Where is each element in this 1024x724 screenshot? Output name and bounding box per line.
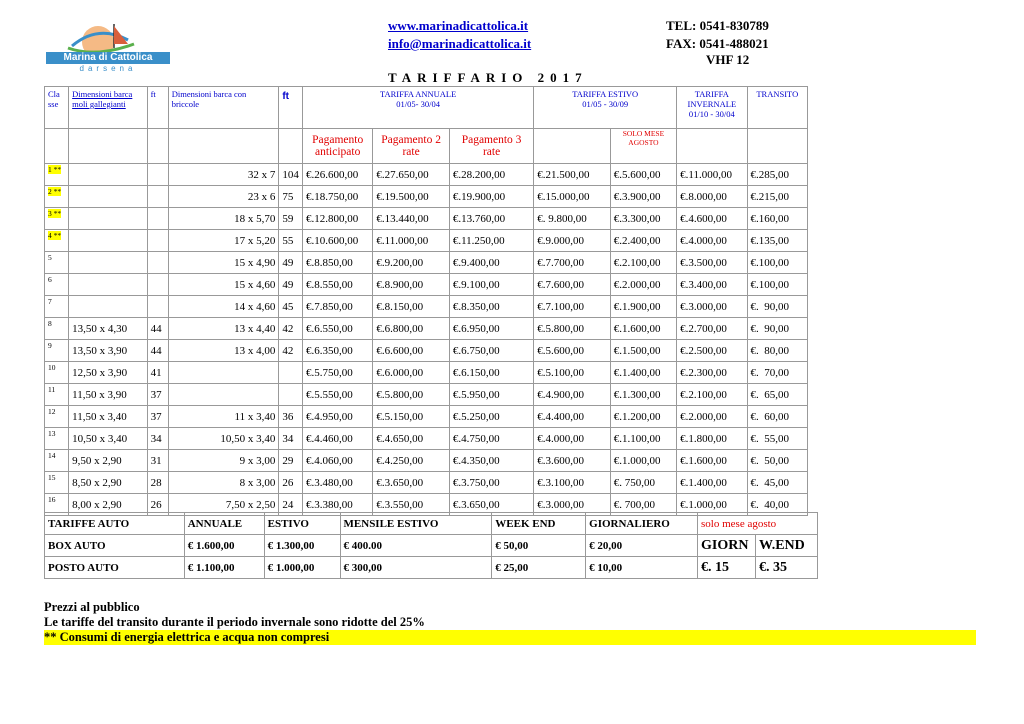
cell-dim-moli	[69, 274, 147, 296]
cell-dim-moli: 11,50 x 3,90	[69, 384, 147, 406]
cell-annuale-anticipato: €.4.460,00	[302, 428, 372, 450]
cell-annuale-2rate: €.13.440,00	[373, 208, 449, 230]
cell-classe	[45, 186, 69, 208]
cell-ft-moli: 44	[147, 318, 168, 340]
cell-estivo: €.5.800,00	[534, 318, 610, 340]
table-row	[45, 274, 808, 296]
auto-box-annuale: € 1.600,00	[184, 535, 264, 557]
cell-transito: €. 90,00	[747, 318, 807, 340]
solo-agosto: SOLO MESE AGOSTO	[610, 129, 676, 164]
class-highlight: 4 **	[48, 231, 62, 240]
cell-dim-briccole: 17 x 5,20	[168, 230, 279, 252]
cell-transito: €. 80,00	[747, 340, 807, 362]
cell-estivo: €.3.000,00	[534, 494, 610, 516]
table-row	[45, 164, 808, 186]
table-body	[45, 164, 808, 516]
cell-ft-briccole: 36	[279, 406, 303, 428]
cell-estivo: €.5.600,00	[534, 340, 610, 362]
auto-box-label: BOX AUTO	[45, 535, 185, 557]
col-ft1: ft	[147, 87, 168, 129]
cell-annuale-3rate: €.6.950,00	[449, 318, 533, 340]
cell-transito: €.100,00	[747, 274, 807, 296]
pag-anticipato: Pagamento anticipato	[302, 129, 372, 164]
cell-estivo: €. 9.800,00	[534, 208, 610, 230]
cell-dim-briccole: 13 x 4,00	[168, 340, 279, 362]
cell-classe: 7	[45, 296, 69, 318]
cell-annuale-2rate: €.6.800,00	[373, 318, 449, 340]
cell-dim-moli: 13,50 x 3,90	[69, 340, 147, 362]
table-subheader-row	[45, 129, 808, 164]
cell-annuale-anticipato: €.5.550,00	[302, 384, 372, 406]
cell-annuale-anticipato: €.12.800,00	[302, 208, 372, 230]
cell-ft-briccole: 26	[279, 472, 303, 494]
cell-invernale: €.2.500,00	[677, 340, 747, 362]
cell-agosto: €.1.500,00	[610, 340, 676, 362]
auto-posto-weekend: € 25,00	[492, 557, 586, 579]
tariff-table	[44, 86, 808, 516]
auto-col-mensile: MENSILE ESTIVO	[340, 513, 492, 535]
cell-ft-moli: 31	[147, 450, 168, 472]
cell-dim-moli: 11,50 x 3,40	[69, 406, 147, 428]
cell-annuale-2rate: €.6.600,00	[373, 340, 449, 362]
cell-dim-moli: 10,50 x 3,40	[69, 428, 147, 450]
cell-transito: €.100,00	[747, 252, 807, 274]
auto-posto-giorn: €. 15	[698, 557, 756, 579]
cell-ft-briccole: 45	[279, 296, 303, 318]
cell-ft-briccole: 104	[279, 164, 303, 186]
cell-annuale-anticipato: €.4.060,00	[302, 450, 372, 472]
cell-dim-briccole	[168, 384, 279, 406]
cell-annuale-3rate: €.5.250,00	[449, 406, 533, 428]
cell-annuale-3rate: €.4.350,00	[449, 450, 533, 472]
cell-agosto: €.1.600,00	[610, 318, 676, 340]
auto-box-estivo: € 1.300,00	[264, 535, 340, 557]
cell-annuale-3rate: €.6.150,00	[449, 362, 533, 384]
cell-annuale-3rate: €.9.400,00	[449, 252, 533, 274]
cell-classe: 10	[45, 362, 69, 384]
cell-agosto: €.1.100,00	[610, 428, 676, 450]
cell-dim-briccole: 10,50 x 3,40	[168, 428, 279, 450]
auto-posto-wend: €. 35	[755, 557, 817, 579]
cell-estivo: €.7.600,00	[534, 274, 610, 296]
cell-dim-moli	[69, 186, 147, 208]
note-consumi: ** Consumi di energia elettrica e acqua non compresi	[44, 630, 976, 645]
cell-ft-moli	[147, 230, 168, 252]
cell-ft-moli: 37	[147, 406, 168, 428]
cell-annuale-anticipato: €.4.950,00	[302, 406, 372, 428]
auto-box-mensile: € 400.00	[340, 535, 492, 557]
cell-annuale-3rate: €.5.950,00	[449, 384, 533, 406]
auto-box-weekend: € 50,00	[492, 535, 586, 557]
cell-estivo: €.4.400,00	[534, 406, 610, 428]
cell-invernale: €.1.000,00	[677, 494, 747, 516]
cell-agosto: €.2.100,00	[610, 252, 676, 274]
cell-annuale-anticipato: €.10.600,00	[302, 230, 372, 252]
cell-ft-briccole: 75	[279, 186, 303, 208]
cell-annuale-anticipato: €.8.550,00	[302, 274, 372, 296]
cell-transito: €. 45,00	[747, 472, 807, 494]
cell-agosto: €.1.300,00	[610, 384, 676, 406]
cell-classe: 9	[45, 340, 69, 362]
cell-classe: 15	[45, 472, 69, 494]
cell-agosto: €.3.300,00	[610, 208, 676, 230]
cell-annuale-2rate: €.3.650,00	[373, 472, 449, 494]
cell-invernale: €.3.400,00	[677, 274, 747, 296]
cell-estivo: €.4.900,00	[534, 384, 610, 406]
cell-ft-briccole: 49	[279, 252, 303, 274]
cell-transito: €. 50,00	[747, 450, 807, 472]
table-row	[45, 472, 808, 494]
cell-estivo: €.15.000,00	[534, 186, 610, 208]
class-highlight: 2 **	[48, 187, 62, 196]
cell-classe	[45, 164, 69, 186]
auto-posto-giornaliero: € 10,00	[586, 557, 698, 579]
auto-table	[44, 512, 818, 579]
col-invernale: TARIFFA INVERNALE 01/10 - 30/04	[677, 87, 747, 129]
cell-estivo: €.3.100,00	[534, 472, 610, 494]
cell-annuale-anticipato: €.5.750,00	[302, 362, 372, 384]
cell-agosto: €.1.200,00	[610, 406, 676, 428]
table-row	[45, 406, 808, 428]
cell-dim-moli: 8,00 x 2,90	[69, 494, 147, 516]
cell-annuale-2rate: €.9.200,00	[373, 252, 449, 274]
cell-dim-moli	[69, 296, 147, 318]
cell-transito: €. 70,00	[747, 362, 807, 384]
cell-estivo: €.7.700,00	[534, 252, 610, 274]
cell-annuale-2rate: €.11.000,00	[373, 230, 449, 252]
cell-estivo: €.7.100,00	[534, 296, 610, 318]
cell-transito: €.135,00	[747, 230, 807, 252]
cell-ft-moli: 41	[147, 362, 168, 384]
note-prezzi: Prezzi al pubblico	[44, 600, 140, 614]
table-row	[45, 384, 808, 406]
email-link[interactable]: info@marinadicattolica.it	[388, 36, 532, 51]
auto-row-posto	[45, 557, 818, 579]
cell-annuale-anticipato: €.3.480,00	[302, 472, 372, 494]
cell-classe: 8	[45, 318, 69, 340]
cell-classe: 5	[45, 252, 69, 274]
cell-annuale-2rate: €.8.150,00	[373, 296, 449, 318]
table-row	[45, 186, 808, 208]
cell-agosto: €. 750,00	[610, 472, 676, 494]
cell-transito: €. 55,00	[747, 428, 807, 450]
auto-box-wend: W.END	[755, 535, 817, 557]
col-ft2: ft	[279, 87, 303, 129]
cell-annuale-2rate: €.3.550,00	[373, 494, 449, 516]
cell-estivo: €.3.600,00	[534, 450, 610, 472]
cell-dim-moli	[69, 208, 147, 230]
logo-text: Marina di Cattolica	[63, 52, 153, 63]
cell-transito: €.215,00	[747, 186, 807, 208]
cell-ft-moli: 26	[147, 494, 168, 516]
cell-ft-briccole: 49	[279, 274, 303, 296]
cell-ft-briccole: 34	[279, 428, 303, 450]
cell-invernale: €.1.400,00	[677, 472, 747, 494]
cell-classe: 14	[45, 450, 69, 472]
table-row	[45, 230, 808, 252]
cell-ft-moli	[147, 164, 168, 186]
table-row	[45, 296, 808, 318]
col-transito: TRANSITO	[747, 87, 807, 129]
cell-ft-moli: 28	[147, 472, 168, 494]
auto-col-giornaliero: GIORNALIERO	[586, 513, 698, 535]
pag-2rate: Pagamento 2 rate	[373, 129, 449, 164]
auto-posto-label: POSTO AUTO	[45, 557, 185, 579]
cell-classe	[45, 208, 69, 230]
cell-annuale-anticipato: €.3.380,00	[302, 494, 372, 516]
cell-dim-moli: 9,50 x 2,90	[69, 450, 147, 472]
cell-annuale-2rate: €.5.800,00	[373, 384, 449, 406]
cell-estivo: €.5.100,00	[534, 362, 610, 384]
cell-classe: 12	[45, 406, 69, 428]
table-row	[45, 318, 808, 340]
cell-ft-moli	[147, 296, 168, 318]
cell-dim-moli: 13,50 x 4,30	[69, 318, 147, 340]
auto-header-row	[45, 513, 818, 535]
cell-agosto: €.1.400,00	[610, 362, 676, 384]
table-row	[45, 252, 808, 274]
cell-ft-briccole: 42	[279, 318, 303, 340]
cell-annuale-3rate: €.19.900,00	[449, 186, 533, 208]
logo-subtext: darsena	[79, 64, 137, 73]
cell-dim-briccole: 7,50 x 2,50	[168, 494, 279, 516]
page-title: TARIFFARIO 2017	[388, 70, 588, 85]
cell-agosto: €.1.000,00	[610, 450, 676, 472]
cell-annuale-2rate: €.8.900,00	[373, 274, 449, 296]
fax-text: FAX: 0541-488021	[666, 36, 769, 51]
cell-dim-moli	[69, 164, 147, 186]
cell-ft-moli	[147, 274, 168, 296]
class-highlight: 1 **	[48, 165, 62, 174]
auto-box-giorn: GIORN	[698, 535, 756, 557]
cell-classe: 11	[45, 384, 69, 406]
auto-posto-mensile: € 300,00	[340, 557, 492, 579]
auto-row-box	[45, 535, 818, 557]
cell-annuale-2rate: €.6.000,00	[373, 362, 449, 384]
cell-agosto: €.3.900,00	[610, 186, 676, 208]
cell-dim-briccole: 15 x 4,90	[168, 252, 279, 274]
auto-col-estivo: ESTIVO	[264, 513, 340, 535]
pag-3rate: Pagamento 3 rate	[449, 129, 533, 164]
note-transito: Le tariffe del transito durante il periodo invernale sono ridotte del 25%	[44, 615, 425, 629]
cell-dim-briccole: 23 x 6	[168, 186, 279, 208]
cell-dim-briccole: 11 x 3,40	[168, 406, 279, 428]
cell-annuale-anticipato: €.8.850,00	[302, 252, 372, 274]
cell-annuale-anticipato: €.26.600,00	[302, 164, 372, 186]
class-highlight: 3 **	[48, 209, 62, 218]
cell-dim-moli: 8,50 x 2,90	[69, 472, 147, 494]
cell-invernale: €.4.600,00	[677, 208, 747, 230]
cell-ft-briccole: 29	[279, 450, 303, 472]
cell-dim-briccole: 18 x 5,70	[168, 208, 279, 230]
cell-invernale: €.4.000,00	[677, 230, 747, 252]
cell-dim-briccole: 9 x 3,00	[168, 450, 279, 472]
auto-box-giornaliero: € 20,00	[586, 535, 698, 557]
cell-ft-moli	[147, 186, 168, 208]
cell-classe: 6	[45, 274, 69, 296]
vhf-text: VHF 12	[706, 52, 750, 67]
cell-annuale-anticipato: €.18.750,00	[302, 186, 372, 208]
cell-annuale-3rate: €.6.750,00	[449, 340, 533, 362]
cell-ft-moli: 37	[147, 384, 168, 406]
cell-invernale: €.1.800,00	[677, 428, 747, 450]
cell-ft-moli: 34	[147, 428, 168, 450]
cell-agosto: €.2.000,00	[610, 274, 676, 296]
table-row	[45, 450, 808, 472]
cell-classe	[45, 230, 69, 252]
cell-invernale: €.2.700,00	[677, 318, 747, 340]
cell-dim-moli	[69, 230, 147, 252]
cell-transito: €.285,00	[747, 164, 807, 186]
cell-ft-moli: 44	[147, 340, 168, 362]
cell-annuale-2rate: €.4.650,00	[373, 428, 449, 450]
cell-invernale: €.3.500,00	[677, 252, 747, 274]
cell-invernale: €.11.000,00	[677, 164, 747, 186]
cell-dim-briccole: 8 x 3,00	[168, 472, 279, 494]
cell-ft-briccole: 55	[279, 230, 303, 252]
table-row	[45, 208, 808, 230]
cell-estivo: €.21.500,00	[534, 164, 610, 186]
col-annuale: TARIFFA ANNUALE 01/05- 30/04	[302, 87, 533, 129]
tel-text: TEL: 0541-830789	[666, 18, 769, 33]
cell-invernale: €.2.100,00	[677, 384, 747, 406]
cell-estivo: €.9.000,00	[534, 230, 610, 252]
cell-invernale: €.3.000,00	[677, 296, 747, 318]
cell-classe: 16	[45, 494, 69, 516]
cell-annuale-3rate: €.9.100,00	[449, 274, 533, 296]
table-row	[45, 428, 808, 450]
cell-dim-briccole: 32 x 7	[168, 164, 279, 186]
cell-annuale-anticipato: €.7.850,00	[302, 296, 372, 318]
auto-col-agosto: solo mese agosto	[698, 513, 818, 535]
cell-dim-briccole: 15 x 4,60	[168, 274, 279, 296]
cell-ft-briccole	[279, 384, 303, 406]
cell-transito: €. 65,00	[747, 384, 807, 406]
website-link[interactable]: www.marinadicattolica.it	[388, 18, 529, 33]
cell-ft-briccole: 59	[279, 208, 303, 230]
cell-annuale-3rate: €.28.200,00	[449, 164, 533, 186]
cell-transito: €. 40,00	[747, 494, 807, 516]
cell-dim-briccole	[168, 362, 279, 384]
cell-annuale-anticipato: €.6.550,00	[302, 318, 372, 340]
auto-posto-estivo: € 1.000,00	[264, 557, 340, 579]
cell-transito: €.160,00	[747, 208, 807, 230]
cell-ft-briccole	[279, 362, 303, 384]
table-row	[45, 340, 808, 362]
auto-col-label: TARIFFE AUTO	[45, 513, 185, 535]
cell-dim-briccole: 14 x 4,60	[168, 296, 279, 318]
table-row	[45, 362, 808, 384]
cell-ft-briccole: 24	[279, 494, 303, 516]
cell-annuale-anticipato: €.6.350,00	[302, 340, 372, 362]
cell-annuale-3rate: €.3.650,00	[449, 494, 533, 516]
cell-dim-moli: 12,50 x 3,90	[69, 362, 147, 384]
auto-posto-annuale: € 1.100,00	[184, 557, 264, 579]
cell-agosto: €.1.900,00	[610, 296, 676, 318]
cell-agosto: €.2.400,00	[610, 230, 676, 252]
auto-col-annuale: ANNUALE	[184, 513, 264, 535]
cell-ft-briccole: 42	[279, 340, 303, 362]
cell-annuale-3rate: €.3.750,00	[449, 472, 533, 494]
cell-annuale-2rate: €.27.650,00	[373, 164, 449, 186]
cell-annuale-2rate: €.19.500,00	[373, 186, 449, 208]
cell-annuale-3rate: €.13.760,00	[449, 208, 533, 230]
col-estivo: TARIFFA ESTIVO 01/05 - 30/09	[534, 87, 677, 129]
cell-annuale-3rate: €.4.750,00	[449, 428, 533, 450]
cell-classe: 13	[45, 428, 69, 450]
cell-invernale: €.8.000,00	[677, 186, 747, 208]
cell-transito: €. 90,00	[747, 296, 807, 318]
col-dim-moli: Dimensioni barca moli gallegianti	[69, 87, 147, 129]
cell-dim-moli	[69, 252, 147, 274]
cell-invernale: €.2.000,00	[677, 406, 747, 428]
cell-invernale: €.1.600,00	[677, 450, 747, 472]
auto-col-weekend: WEEK END	[492, 513, 586, 535]
cell-annuale-2rate: €.4.250,00	[373, 450, 449, 472]
cell-annuale-3rate: €.8.350,00	[449, 296, 533, 318]
col-classe: Cla sse	[45, 87, 69, 129]
cell-annuale-3rate: €.11.250,00	[449, 230, 533, 252]
cell-annuale-2rate: €.5.150,00	[373, 406, 449, 428]
cell-ft-moli	[147, 252, 168, 274]
cell-transito: €. 60,00	[747, 406, 807, 428]
cell-ft-moli	[147, 208, 168, 230]
cell-invernale: €.2.300,00	[677, 362, 747, 384]
cell-agosto: €. 700,00	[610, 494, 676, 516]
cell-estivo: €.4.000,00	[534, 428, 610, 450]
cell-dim-briccole: 13 x 4,40	[168, 318, 279, 340]
table-header-row	[45, 87, 808, 129]
col-dim-briccole: Dimensioni barca con briccole	[168, 87, 279, 129]
cell-agosto: €.5.600,00	[610, 164, 676, 186]
marina-logo	[44, 18, 172, 74]
